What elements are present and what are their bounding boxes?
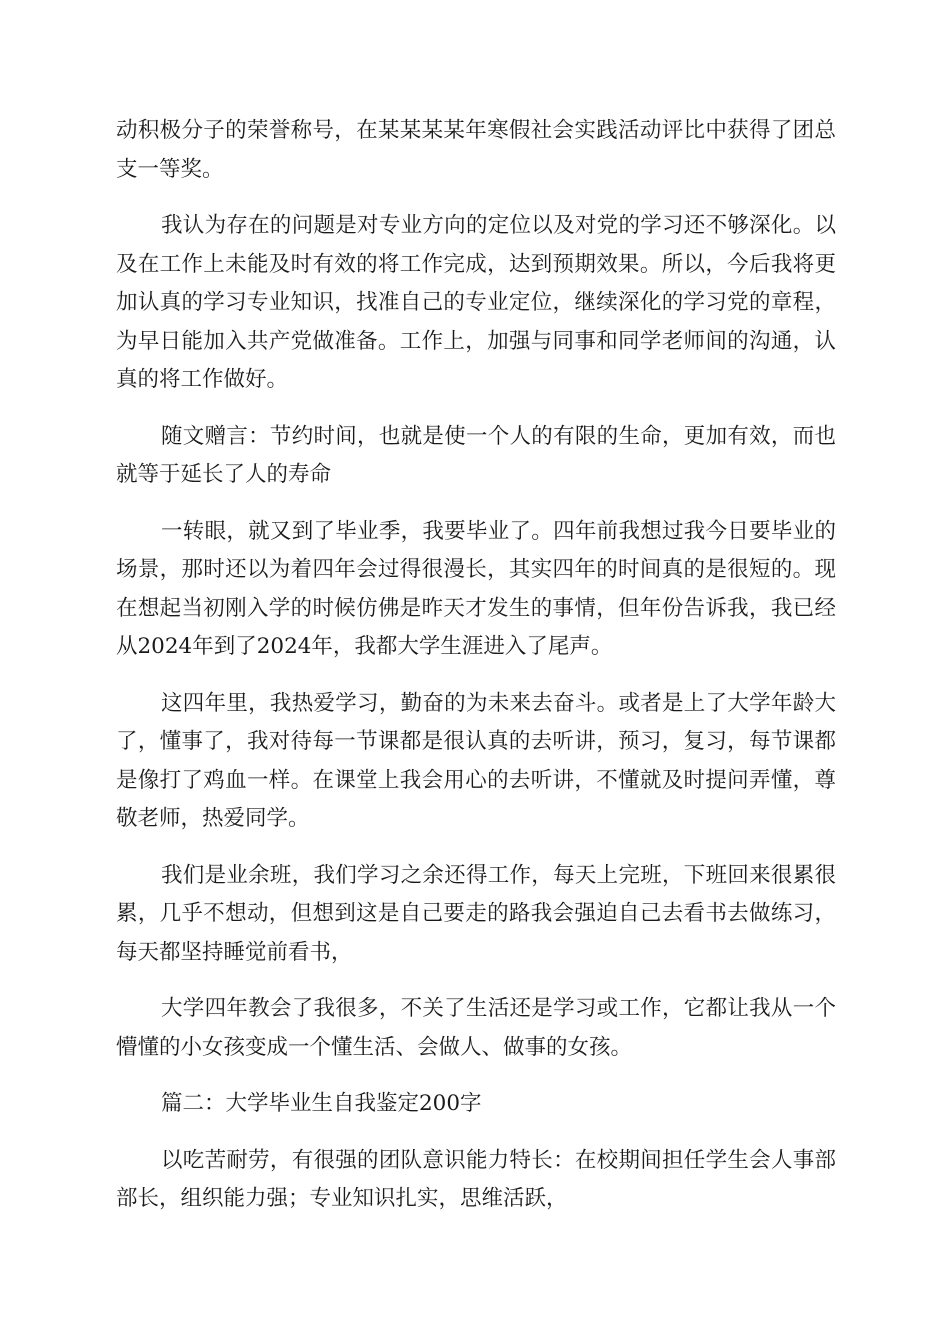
paragraph-continuation: 动积极分子的荣誉称号，在某某某某年寒假社会实践活动评比中获得了团总支一等奖。 bbox=[116, 118, 836, 182]
paragraph-graduation: 一转眼，就又到了毕业季，我要毕业了。四年前我想过我今日要毕业的场景，那时还以为着四年会过得很漫长，其实四年的时间真的是很短的。现在想起当初刚入学的时候仿佛是昨天才发生的事情，但年份告诉我，我已经从2024年到了2024年，我都大学生涯进入了尾声。 bbox=[116, 518, 836, 659]
paragraph-problems: 我认为存在的问题是对专业方向的定位以及对党的学习还不够深化。以及在工作上未能及时有效的将工作完成，达到预期效果。所以，今后我将更加认真的学习专业知识，找准自己的专业定位，继续深化的学习党的章程，为早日能加入共产党做准备。工作上，加强与同事和同学老师间的沟通，认真的将工作做好。 bbox=[116, 213, 836, 392]
paragraph-motto: 随文赠言：节约时间，也就是使一个人的有限的生命，更加有效，而也就等于延长了人的寿命 bbox=[116, 423, 836, 487]
document-body bbox=[116, 112, 836, 1237]
section-heading: 篇二：大学毕业生自我鉴定200字 bbox=[161, 1091, 482, 1116]
paragraph-strengths: 以吃苦耐劳，有很强的团队意识能力特长：在校期间担任学生会人事部部长，组织能力强；专业知识扎实，思维活跃， bbox=[116, 1147, 836, 1211]
paragraph-four-years: 这四年里，我热爱学习，勤奋的为未来去奋斗。或者是上了大学年龄大了，懂事了，我对待每一节课都是很认真的去听讲，预习，复习，每节课都是像打了鸡血一样。在课堂上我会用心的去听讲，不懂就及时提问弄懂，尊敬老师，热爱同学。 bbox=[116, 690, 836, 831]
paragraph-part-time-class: 我们是业余班，我们学习之余还得工作，每天上完班，下班回来很累很累，几乎不想动，但想到这是自己要走的路我会强迫自己去看书去做练习，每天都坚持睡觉前看书， bbox=[116, 862, 836, 965]
paragraph-university-taught: 大学四年教会了我很多，不关了生活还是学习或工作，它都让我从一个懵懂的小女孩变成一个懂生活、会做人、做事的女孩。 bbox=[116, 996, 836, 1060]
